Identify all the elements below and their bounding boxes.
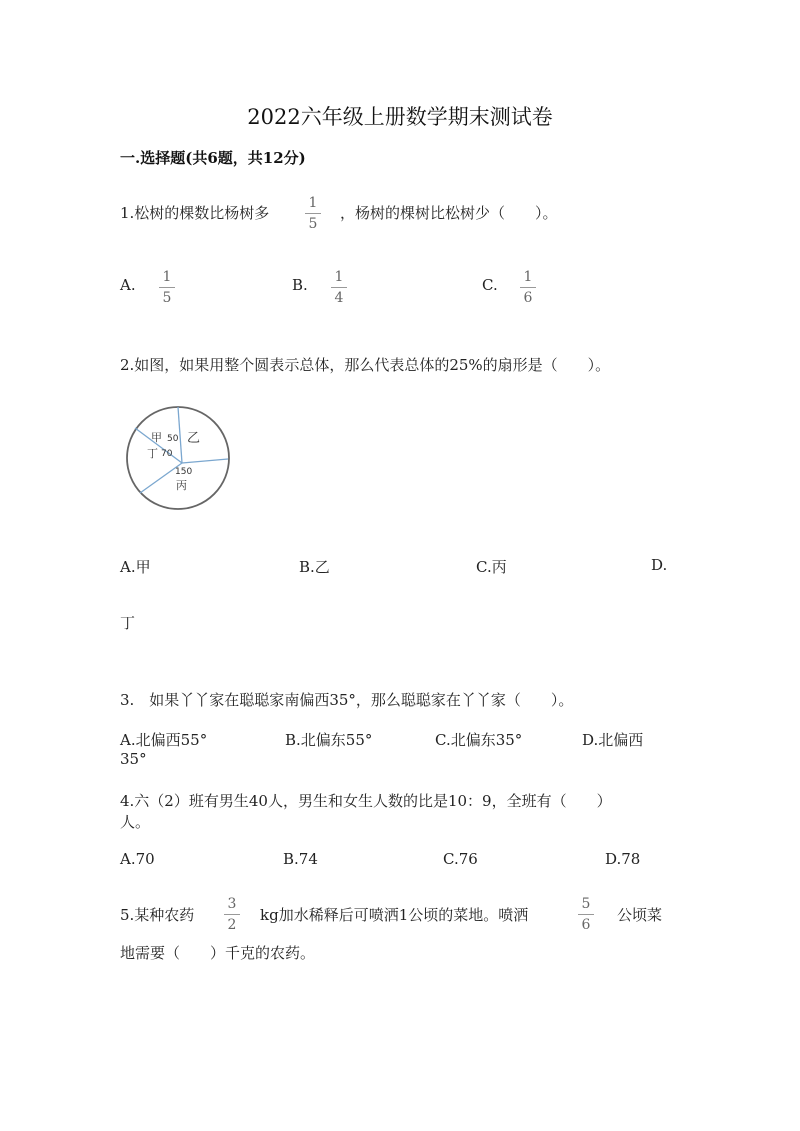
fraction-bar — [520, 287, 536, 288]
q4-option-a: A.70 — [120, 850, 155, 868]
q2-option-b: B.乙 — [299, 558, 330, 576]
q1-option-a-den: 5 — [162, 290, 172, 306]
q4-option-b: B.74 — [283, 850, 318, 868]
pie-figure — [120, 404, 240, 512]
q3-option-b: B.北偏东55° — [285, 731, 373, 749]
q1-option-a-num: 1 — [162, 269, 172, 285]
q5-frac1-num: 3 — [227, 896, 237, 912]
q1-option-b-label: B. — [292, 276, 308, 294]
q5-text-c: 公顷菜 — [617, 906, 663, 924]
angle-label-jia: 50 — [167, 434, 179, 444]
q1-option-a-label: A. — [120, 276, 136, 294]
angle-label-ding: 70 — [161, 449, 173, 459]
q5-fraction-1 — [224, 897, 240, 933]
sector-line-right — [182, 459, 228, 463]
q3-text: 3. 如果丫丫家在聪聪家南偏西35°，那么聪聪家在丫丫家（ ）。 — [120, 691, 574, 709]
q2-option-c: C.丙 — [476, 558, 507, 576]
q5-frac2-num: 5 — [581, 896, 591, 912]
sector-line-top — [178, 407, 182, 463]
q2-option-d-wrap: 丁 — [120, 614, 136, 632]
sector-label-yi: 乙 — [187, 431, 201, 446]
sector-label-ding: 丁 — [147, 447, 158, 460]
section-heading: 一.选择题(共6题，共12分) — [120, 149, 306, 167]
q5-text-line2: 地需要（ ）千克的农药。 — [120, 944, 316, 962]
q1-option-b-num: 1 — [334, 269, 344, 285]
q3-option-a: A.北偏西55° — [120, 731, 208, 749]
fraction-bar — [331, 287, 347, 288]
q5-frac2-den: 6 — [581, 917, 591, 933]
q1-frac-den: 5 — [308, 216, 318, 232]
q2-option-a: A.甲 — [120, 558, 151, 576]
page-title: 2022六年级上册数学期末测试卷 — [247, 105, 553, 129]
q3-option-d: D.北偏西 — [582, 731, 644, 749]
q1-text-a: 1.松树的棵数比杨树多 — [120, 204, 270, 222]
fraction-bar — [224, 914, 240, 915]
angle-label-bing: 150 — [175, 467, 193, 477]
q1-option-a-fraction — [159, 270, 175, 306]
q5-text-a: 5.某种农药 — [120, 906, 195, 924]
q4-text-line2: 人。 — [120, 813, 151, 831]
fraction-bar — [305, 213, 321, 214]
sector-label-jia: 甲 — [151, 431, 162, 444]
q3-option-c: C.北偏东35° — [435, 731, 523, 749]
q1-text-b: ，杨树的棵树比松树少（ ）。 — [340, 204, 558, 222]
q3-option-d-wrap: 35° — [120, 750, 147, 768]
fraction-bar — [159, 287, 175, 288]
q1-option-b-den: 4 — [334, 290, 344, 306]
q2-option-d: D. — [651, 556, 668, 574]
q1-option-c-num: 1 — [523, 269, 533, 285]
q1-frac-num: 1 — [308, 195, 318, 211]
q1-option-b-fraction — [331, 270, 347, 306]
sector-label-bing: 丙 — [176, 479, 187, 492]
q1-option-c-label: C. — [482, 276, 498, 294]
pie-circle — [127, 407, 229, 509]
q5-frac1-den: 2 — [227, 917, 237, 933]
q4-option-c: C.76 — [443, 850, 478, 868]
q5-text-b: kg加水稀释后可喷洒1公顷的菜地。喷洒 — [260, 906, 529, 924]
q1-option-c-den: 6 — [523, 290, 533, 306]
q1-option-c-fraction — [520, 270, 536, 306]
q4-text-line1: 4.六（2）班有男生40人，男生和女生人数的比是10：9，全班有（ ） — [120, 792, 612, 810]
fraction-bar — [578, 914, 594, 915]
q4-option-d: D.78 — [605, 850, 641, 868]
q2-text: 2.如图，如果用整个圆表示总体，那么代表总体的25%的扇形是（ ）。 — [120, 356, 611, 374]
q1-fraction — [305, 196, 321, 232]
q5-fraction-2 — [578, 897, 594, 933]
